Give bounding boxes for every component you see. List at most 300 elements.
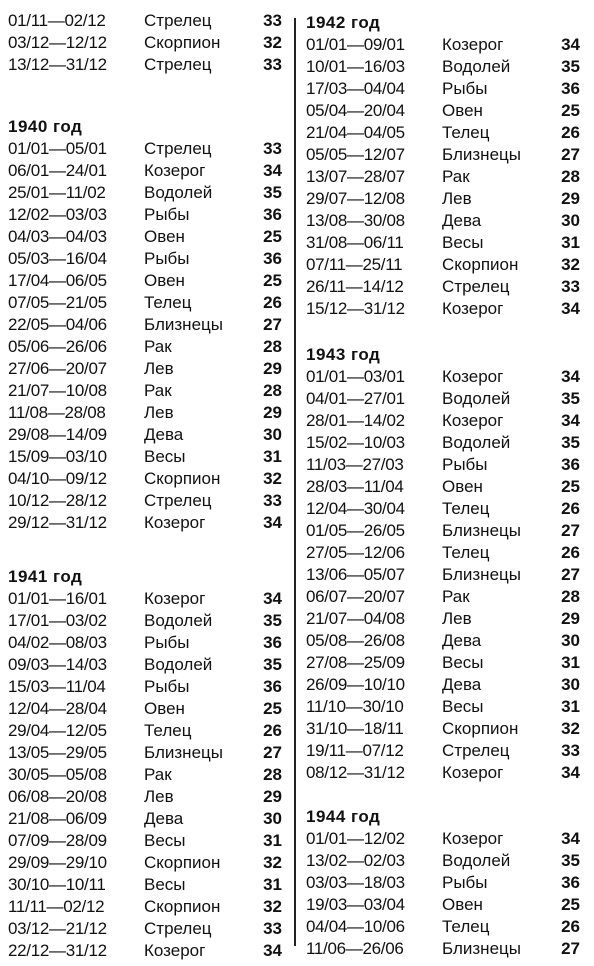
- sign-number: 32: [561, 255, 580, 274]
- sign-number: 25: [263, 227, 282, 246]
- sign-number: 28: [561, 167, 580, 186]
- date-range: 29/09—29/10: [8, 853, 107, 872]
- sign-number: 26: [263, 721, 282, 740]
- table-row: [306, 696, 580, 718]
- zodiac-sign: Дева: [442, 631, 482, 650]
- table-row: [8, 270, 282, 292]
- zodiac-sign: Рыбы: [442, 79, 488, 98]
- zodiac-sign: Весы: [442, 653, 484, 672]
- date-range: 21/08—06/09: [8, 809, 107, 828]
- sign-number: 33: [263, 919, 282, 938]
- table-row: [306, 674, 580, 696]
- table-row: [306, 520, 580, 542]
- table-row: [306, 366, 580, 388]
- table-row: [8, 138, 282, 160]
- zodiac-sign: Телец: [442, 499, 490, 518]
- zodiac-sign: Козерог: [442, 411, 504, 430]
- zodiac-sign: Козерог: [144, 513, 206, 532]
- zodiac-sign: Козерог: [144, 161, 206, 180]
- zodiac-sign: Козерог: [442, 829, 504, 848]
- date-range: 03/12—12/12: [8, 33, 107, 52]
- year-section: [306, 806, 580, 960]
- table-row: [306, 34, 580, 56]
- sign-number: 26: [561, 543, 580, 562]
- date-range: 06/07—20/07: [306, 587, 405, 606]
- zodiac-sign: Скорпион: [144, 897, 221, 916]
- table-row: [8, 32, 282, 54]
- table-row: [306, 916, 580, 938]
- sign-number: 31: [561, 233, 580, 252]
- date-range: 05/06—26/06: [8, 337, 107, 356]
- date-range: 07/11—25/11: [306, 255, 403, 274]
- zodiac-sign: Скорпион: [144, 469, 221, 488]
- sign-number: 29: [263, 787, 282, 806]
- year-heading: 1940 год: [8, 117, 83, 136]
- zodiac-sign: Рак: [442, 167, 470, 186]
- sign-number: 34: [561, 35, 580, 54]
- zodiac-sign: Водолей: [442, 389, 511, 408]
- zodiac-sign: Рыбы: [144, 677, 190, 696]
- sign-number: 36: [561, 873, 580, 892]
- sign-number: 26: [263, 293, 282, 312]
- zodiac-sign: Лев: [144, 359, 174, 378]
- zodiac-sign: Козерог: [442, 367, 504, 386]
- date-range: 17/04—06/05: [8, 271, 107, 290]
- table-row: [306, 100, 580, 122]
- sign-number: 35: [561, 851, 580, 870]
- sign-number: 34: [263, 941, 282, 960]
- date-range: 13/12—31/12: [8, 55, 107, 74]
- date-range: 28/01—14/02: [306, 411, 405, 430]
- table-row: [306, 718, 580, 740]
- zodiac-sign: Телец: [144, 721, 192, 740]
- date-range: 22/05—04/06: [8, 315, 107, 334]
- zodiac-sign: Лев: [442, 609, 472, 628]
- table-row: [306, 254, 580, 276]
- table-row: [306, 608, 580, 630]
- table-row: [306, 122, 580, 144]
- date-range: 05/05—12/07: [306, 145, 405, 164]
- date-range: 27/08—25/09: [306, 653, 405, 672]
- date-range: 11/10—30/10: [306, 697, 404, 716]
- zodiac-sign: Лев: [144, 403, 174, 422]
- table-row: [306, 586, 580, 608]
- table-row: [8, 468, 282, 490]
- date-range: 30/05—05/08: [8, 765, 107, 784]
- table-row: [306, 432, 580, 454]
- table-row: [8, 874, 282, 896]
- table-row: [8, 182, 282, 204]
- date-range: 09/03—14/03: [8, 655, 107, 674]
- sign-number: 34: [263, 161, 282, 180]
- date-range: 04/10—09/12: [8, 469, 107, 488]
- sign-number: 32: [561, 719, 580, 738]
- table-row: [8, 248, 282, 270]
- table-row: [306, 298, 580, 320]
- date-range: 01/01—05/01: [8, 139, 107, 158]
- date-range: 19/11—07/12: [306, 741, 404, 760]
- date-range: 07/09—28/09: [8, 831, 107, 850]
- sign-number: 25: [263, 699, 282, 718]
- zodiac-sign: Лев: [144, 787, 174, 806]
- table-row: [8, 446, 282, 468]
- zodiac-sign: Водолей: [144, 183, 213, 202]
- year-section: [8, 10, 282, 76]
- sign-number: 28: [263, 337, 282, 356]
- date-range: 13/05—29/05: [8, 743, 107, 762]
- sign-number: 31: [263, 875, 282, 894]
- sign-number: 34: [561, 829, 580, 848]
- date-range: 03/03—18/03: [306, 873, 405, 892]
- table-row: [8, 610, 282, 632]
- table-row: [8, 588, 282, 610]
- sign-number: 26: [561, 499, 580, 518]
- sign-number: 25: [561, 895, 580, 914]
- zodiac-sign: Рак: [144, 337, 172, 356]
- sign-number: 30: [263, 425, 282, 444]
- date-range: 05/08—26/08: [306, 631, 405, 650]
- zodiac-sign: Стрелец: [144, 11, 212, 30]
- date-range: 11/11—02/12: [8, 897, 105, 916]
- date-range: 29/12—31/12: [8, 513, 107, 532]
- sign-number: 31: [263, 447, 282, 466]
- date-range: 15/09—03/10: [8, 447, 107, 466]
- sign-number: 28: [263, 765, 282, 784]
- table-row: [306, 454, 580, 476]
- table-row: [306, 872, 580, 894]
- date-range: 01/11—02/12: [8, 11, 106, 30]
- zodiac-sign: Стрелец: [144, 919, 212, 938]
- table-row: [8, 380, 282, 402]
- sign-number: 32: [263, 853, 282, 872]
- table-row: [306, 894, 580, 916]
- year-section: [306, 12, 580, 320]
- table-row: [8, 918, 282, 940]
- table-row: [306, 740, 580, 762]
- date-range: 10/01—16/03: [306, 57, 405, 76]
- sign-number: 27: [561, 565, 580, 584]
- sign-number: 36: [561, 79, 580, 98]
- date-range: 06/01—24/01: [8, 161, 107, 180]
- table-row: [8, 402, 282, 424]
- zodiac-sign: Водолей: [442, 433, 511, 452]
- date-range: 01/01—12/02: [306, 829, 405, 848]
- table-row: [8, 676, 282, 698]
- zodiac-sign: Овен: [144, 699, 185, 718]
- zodiac-sign: Стрелец: [442, 277, 510, 296]
- sign-number: 27: [263, 743, 282, 762]
- date-range: 01/01—03/01: [306, 367, 405, 386]
- sign-number: 33: [263, 11, 282, 30]
- table-row: [306, 388, 580, 410]
- sign-number: 32: [263, 897, 282, 916]
- table-row: [8, 808, 282, 830]
- date-range: 01/01—09/01: [306, 35, 405, 54]
- date-range: 17/03—04/04: [306, 79, 405, 98]
- date-range: 19/03—03/04: [306, 895, 405, 914]
- date-range: 22/12—31/12: [8, 941, 107, 960]
- zodiac-sign: Стрелец: [144, 491, 212, 510]
- sign-number: 29: [561, 609, 580, 628]
- year-heading: 1941 год: [8, 567, 83, 586]
- table-row: [306, 144, 580, 166]
- date-range: 15/12—31/12: [306, 299, 405, 318]
- zodiac-sign: Телец: [442, 123, 490, 142]
- table-row: [8, 490, 282, 512]
- sign-number: 27: [263, 315, 282, 334]
- date-range: 26/11—14/12: [306, 277, 404, 296]
- table-row: [8, 896, 282, 918]
- table-row: [306, 542, 580, 564]
- table-row: [306, 828, 580, 850]
- date-range: 05/04—20/04: [306, 101, 405, 120]
- sign-number: 29: [263, 359, 282, 378]
- sign-number: 35: [263, 655, 282, 674]
- table-row: [306, 232, 580, 254]
- date-range: 28/03—11/04: [306, 477, 404, 496]
- sign-number: 32: [263, 33, 282, 52]
- date-range: 29/07—12/08: [306, 189, 405, 208]
- sign-number: 35: [561, 57, 580, 76]
- zodiac-sign: Лев: [442, 189, 472, 208]
- sign-number: 31: [561, 697, 580, 716]
- zodiac-sign: Овен: [144, 271, 185, 290]
- date-range: 04/01—27/01: [306, 389, 405, 408]
- table-row: [8, 160, 282, 182]
- zodiac-sign: Весы: [144, 875, 186, 894]
- table-row: [306, 210, 580, 232]
- zodiac-sign: Телец: [144, 293, 192, 312]
- zodiac-sign: Овен: [442, 101, 483, 120]
- sign-number: 36: [263, 249, 282, 268]
- zodiac-sign: Водолей: [144, 611, 213, 630]
- date-range: 15/02—10/03: [306, 433, 405, 452]
- zodiac-sign: Рыбы: [144, 633, 190, 652]
- sign-number: 34: [561, 299, 580, 318]
- zodiac-sign: Весы: [442, 697, 484, 716]
- date-range: 31/08—06/11: [306, 233, 404, 252]
- zodiac-sign: Рак: [442, 587, 470, 606]
- sign-number: 33: [561, 277, 580, 296]
- zodiac-sign: Козерог: [442, 299, 504, 318]
- sign-number: 30: [561, 675, 580, 694]
- sign-number: 29: [263, 403, 282, 422]
- zodiac-sign: Стрелец: [144, 55, 212, 74]
- zodiac-sign: Овен: [442, 477, 483, 496]
- table-row: [8, 654, 282, 676]
- sign-number: 26: [561, 123, 580, 142]
- sign-number: 34: [263, 589, 282, 608]
- table-row: [8, 358, 282, 380]
- sign-number: 28: [561, 587, 580, 606]
- date-range: 11/06—26/06: [306, 939, 404, 958]
- table-row: [8, 424, 282, 446]
- date-range: 27/06—20/07: [8, 359, 107, 378]
- sign-number: 33: [263, 491, 282, 510]
- year-section: [306, 344, 580, 784]
- table-row: [306, 850, 580, 872]
- zodiac-sign: Скорпион: [442, 719, 519, 738]
- year-heading: 1943 год: [306, 345, 381, 364]
- table-row: [306, 188, 580, 210]
- zodiac-sign: Стрелец: [442, 741, 510, 760]
- sign-number: 36: [263, 677, 282, 696]
- sign-number: 36: [263, 633, 282, 652]
- zodiac-sign: Рыбы: [144, 249, 190, 268]
- date-range: 29/08—14/09: [8, 425, 107, 444]
- zodiac-sign: Рыбы: [144, 205, 190, 224]
- sign-number: 26: [561, 917, 580, 936]
- table-row: [306, 652, 580, 674]
- table-row: [8, 292, 282, 314]
- sign-number: 33: [561, 741, 580, 760]
- sign-number: 29: [561, 189, 580, 208]
- zodiac-sign: Телец: [442, 917, 490, 936]
- sign-number: 32: [263, 469, 282, 488]
- date-range: 17/01—03/02: [8, 611, 107, 630]
- zodiac-sign: Близнецы: [144, 743, 223, 762]
- zodiac-sign: Скорпион: [144, 853, 221, 872]
- table-row: [306, 762, 580, 784]
- zodiac-sign: Стрелец: [144, 139, 212, 158]
- sign-number: 27: [561, 521, 580, 540]
- zodiac-sign: Водолей: [442, 57, 511, 76]
- date-range: 01/05—26/05: [306, 521, 405, 540]
- sign-number: 25: [561, 477, 580, 496]
- zodiac-sign: Рак: [144, 765, 172, 784]
- date-range: 21/07—10/08: [8, 381, 107, 400]
- zodiac-sign: Козерог: [442, 35, 504, 54]
- sign-number: 34: [561, 411, 580, 430]
- column-divider: [294, 18, 296, 946]
- date-range: 10/12—28/12: [8, 491, 107, 510]
- table-row: [8, 830, 282, 852]
- sign-number: 31: [263, 831, 282, 850]
- date-range: 29/04—12/05: [8, 721, 107, 740]
- zodiac-sign: Весы: [144, 447, 186, 466]
- table-row: [8, 512, 282, 534]
- date-range: 12/04—28/04: [8, 699, 107, 718]
- date-range: 21/04—04/05: [306, 123, 405, 142]
- zodiac-sign: Близнецы: [144, 315, 223, 334]
- sign-number: 27: [561, 145, 580, 164]
- table-row: [8, 10, 282, 32]
- zodiac-sign: Дева: [144, 425, 184, 444]
- date-range: 31/10—18/11: [306, 719, 404, 738]
- table-row: [8, 852, 282, 874]
- table-row: [8, 226, 282, 248]
- date-range: 13/07—28/07: [306, 167, 405, 186]
- sign-number: 30: [561, 211, 580, 230]
- zodiac-sign: Водолей: [144, 655, 213, 674]
- sign-number: 35: [561, 433, 580, 452]
- date-range: 04/04—10/06: [306, 917, 405, 936]
- table-row: [306, 166, 580, 188]
- sign-number: 35: [263, 611, 282, 630]
- zodiac-sign: Овен: [442, 895, 483, 914]
- table-row: [306, 498, 580, 520]
- sign-number: 34: [561, 367, 580, 386]
- year-section: [8, 116, 282, 534]
- table-row: [8, 204, 282, 226]
- sign-number: 33: [263, 139, 282, 158]
- table-row: [8, 698, 282, 720]
- table-row: [306, 56, 580, 78]
- zodiac-sign: Близнецы: [442, 521, 521, 540]
- table-row: [306, 630, 580, 652]
- date-range: 11/03—27/03: [306, 455, 404, 474]
- table-row: [8, 764, 282, 786]
- zodiac-sign: Близнецы: [442, 145, 521, 164]
- date-range: 21/07—04/08: [306, 609, 405, 628]
- date-range: 04/02—08/03: [8, 633, 107, 652]
- date-range: 13/08—30/08: [306, 211, 405, 230]
- date-range: 30/10—10/11: [8, 875, 106, 894]
- date-range: 25/01—11/02: [8, 183, 106, 202]
- date-range: 07/05—21/05: [8, 293, 107, 312]
- table-row: [306, 276, 580, 298]
- zodiac-sign: Козерог: [442, 763, 504, 782]
- date-range: 11/08—28/08: [8, 403, 106, 422]
- sign-number: 28: [263, 381, 282, 400]
- table-row: [8, 940, 282, 962]
- table-row: [8, 786, 282, 808]
- date-range: 03/12—21/12: [8, 919, 107, 938]
- sign-number: 36: [263, 205, 282, 224]
- zodiac-sign: Козерог: [144, 589, 206, 608]
- zodiac-sign: Весы: [144, 831, 186, 850]
- table-row: [306, 564, 580, 586]
- sign-number: 25: [561, 101, 580, 120]
- date-range: 27/05—12/06: [306, 543, 405, 562]
- table-row: [306, 938, 580, 960]
- zodiac-sign: Близнецы: [442, 939, 521, 958]
- table-row: [8, 742, 282, 764]
- sign-number: 25: [263, 271, 282, 290]
- sign-number: 30: [263, 809, 282, 828]
- sign-number: 33: [263, 55, 282, 74]
- year-section: [8, 566, 282, 962]
- zodiac-sign: Скорпион: [442, 255, 519, 274]
- table-row: [8, 54, 282, 76]
- table-row: [8, 720, 282, 742]
- sign-number: 31: [561, 653, 580, 672]
- zodiac-sign: Водолей: [442, 851, 511, 870]
- zodiac-sign: Рак: [144, 381, 172, 400]
- table-row: [306, 78, 580, 100]
- table-row: [8, 336, 282, 358]
- date-range: 15/03—11/04: [8, 677, 106, 696]
- date-range: 12/02—03/03: [8, 205, 107, 224]
- date-range: 13/02—02/03: [306, 851, 405, 870]
- sign-number: 30: [561, 631, 580, 650]
- zodiac-sign: Овен: [144, 227, 185, 246]
- sign-number: 35: [561, 389, 580, 408]
- zodiac-sign: Телец: [442, 543, 490, 562]
- date-range: 05/03—16/04: [8, 249, 107, 268]
- year-heading: 1942 год: [306, 13, 381, 32]
- date-range: 26/09—10/10: [306, 675, 405, 694]
- sign-number: 27: [561, 939, 580, 958]
- table-row: [8, 632, 282, 654]
- sign-number: 35: [263, 183, 282, 202]
- zodiac-sign: Дева: [144, 809, 184, 828]
- zodiac-sign: Рыбы: [442, 455, 488, 474]
- zodiac-sign: Близнецы: [442, 565, 521, 584]
- sign-number: 34: [561, 763, 580, 782]
- zodiac-sign: Козерог: [144, 941, 206, 960]
- table-row: [306, 476, 580, 498]
